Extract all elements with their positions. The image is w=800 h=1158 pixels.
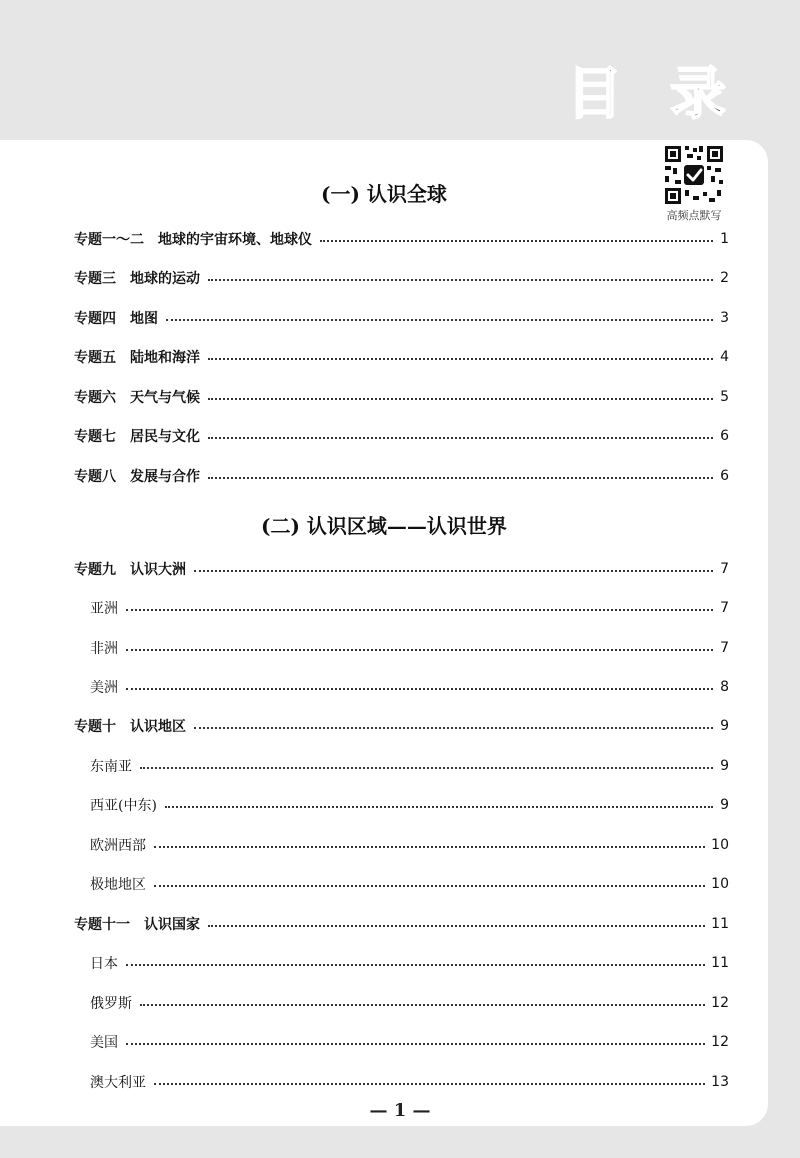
toc-entry[interactable] xyxy=(74,227,729,251)
dot-leader xyxy=(208,477,713,479)
toc-entry-label: 极地地区 xyxy=(90,877,146,893)
dot-leader xyxy=(194,727,713,729)
toc-entry[interactable] xyxy=(74,714,729,738)
toc-subentry[interactable] xyxy=(90,872,729,896)
dot-leader xyxy=(126,1043,705,1045)
toc-entry-page: 6 xyxy=(720,468,729,484)
toc-entry-page: 13 xyxy=(711,1074,729,1090)
section-heading-regions: (二) 认识区域——认识世界 xyxy=(261,514,507,538)
toc-entry-label: 专题十 认识地区 xyxy=(74,719,186,735)
dot-leader xyxy=(166,319,713,321)
toc-entry-page: 7 xyxy=(720,561,729,577)
dot-leader xyxy=(154,846,705,848)
toc-entry-page: 9 xyxy=(720,797,729,813)
toc-entry-label: 专题五 陆地和海洋 xyxy=(74,350,200,366)
dot-leader xyxy=(154,885,705,887)
toc-subentry[interactable] xyxy=(90,991,729,1015)
toc-entry-page: 11 xyxy=(711,955,729,971)
toc-entry-label: 欧洲西部 xyxy=(90,838,146,854)
dot-leader xyxy=(126,964,705,966)
toc-entry-label: 亚洲 xyxy=(90,601,118,617)
toc-subentry[interactable] xyxy=(90,596,729,620)
dot-leader xyxy=(126,609,713,611)
qr-caption: 高频点默写 xyxy=(666,209,722,222)
toc-subentry[interactable] xyxy=(90,1030,729,1054)
dot-leader xyxy=(208,398,713,400)
toc-entry[interactable] xyxy=(74,464,729,488)
dot-leader xyxy=(126,688,713,690)
dot-leader xyxy=(194,570,713,572)
toc-entry-page: 8 xyxy=(720,679,729,695)
toc-entry[interactable] xyxy=(74,912,729,936)
toc-entry-label: 美洲 xyxy=(90,680,118,696)
toc-entry-page: 3 xyxy=(720,310,729,326)
toc-entry-label: 东南亚 xyxy=(90,759,132,775)
dot-leader xyxy=(126,649,713,651)
toc-entry-label: 日本 xyxy=(90,956,118,972)
toc-entry-page: 10 xyxy=(711,837,729,853)
page-number: — 1 — xyxy=(369,1100,431,1121)
toc-entry-page: 4 xyxy=(720,349,729,365)
toc-entry-label: 专题十一 认识国家 xyxy=(74,917,200,933)
dot-leader xyxy=(154,1083,705,1085)
toc-entry-page: 12 xyxy=(711,1034,729,1050)
dot-leader xyxy=(165,806,713,808)
toc-entry-page: 7 xyxy=(720,640,729,656)
toc-entry-label: 专题八 发展与合作 xyxy=(74,469,200,485)
dot-leader xyxy=(208,279,713,281)
toc-entry-page: 9 xyxy=(720,718,729,734)
toc-entry-label: 美国 xyxy=(90,1035,118,1051)
toc-subentry[interactable] xyxy=(90,951,729,975)
toc-entry[interactable] xyxy=(74,557,729,581)
toc-subentry[interactable] xyxy=(90,793,729,817)
toc-entry-label: 专题一～二 地球的宇宙环境、地球仪 xyxy=(74,232,312,248)
toc-subentry[interactable] xyxy=(90,754,729,778)
toc-entry-label: 专题六 天气与气候 xyxy=(74,390,200,406)
section-heading-global: (一) 认识全球 xyxy=(321,182,447,206)
toc-entry-page: 9 xyxy=(720,758,729,774)
dot-leader xyxy=(208,925,705,927)
toc-entry-label: 俄罗斯 xyxy=(90,996,132,1012)
toc-entry-label: 非洲 xyxy=(90,641,118,657)
toc-entry-page: 12 xyxy=(711,995,729,1011)
toc-entry[interactable] xyxy=(74,306,729,330)
toc-entry-page: 7 xyxy=(720,600,729,616)
toc-entry-label: 澳大利亚 xyxy=(90,1075,146,1091)
toc-entry-label: 西亚(中东) xyxy=(90,798,157,814)
toc-entry-page: 6 xyxy=(720,428,729,444)
toc-subentry[interactable] xyxy=(90,1070,729,1094)
toc-entry-label: 专题三 地球的运动 xyxy=(74,271,200,287)
toc-subentry[interactable] xyxy=(90,833,729,857)
page-title: 目 录 xyxy=(566,62,740,127)
toc-entry-page: 5 xyxy=(720,389,729,405)
toc-entry-label: 专题九 认识大洲 xyxy=(74,562,186,578)
toc-entry[interactable] xyxy=(74,345,729,369)
toc-entry-label: 专题七 居民与文化 xyxy=(74,429,200,445)
toc-entry[interactable] xyxy=(74,385,729,409)
dot-leader xyxy=(140,767,713,769)
toc-subentry[interactable] xyxy=(90,636,729,660)
dot-leader xyxy=(320,240,713,242)
toc-subentry[interactable] xyxy=(90,675,729,699)
toc-entry[interactable] xyxy=(74,424,729,448)
dot-leader xyxy=(208,437,713,439)
toc-entry-page: 1 xyxy=(720,231,729,247)
toc-entry[interactable] xyxy=(74,266,729,290)
dot-leader xyxy=(208,358,713,360)
dot-leader xyxy=(140,1004,705,1006)
toc-entry-page: 10 xyxy=(711,876,729,892)
toc-entry-page: 11 xyxy=(711,916,729,932)
toc-entry-label: 专题四 地图 xyxy=(74,311,158,327)
toc-entry-page: 2 xyxy=(720,270,729,286)
